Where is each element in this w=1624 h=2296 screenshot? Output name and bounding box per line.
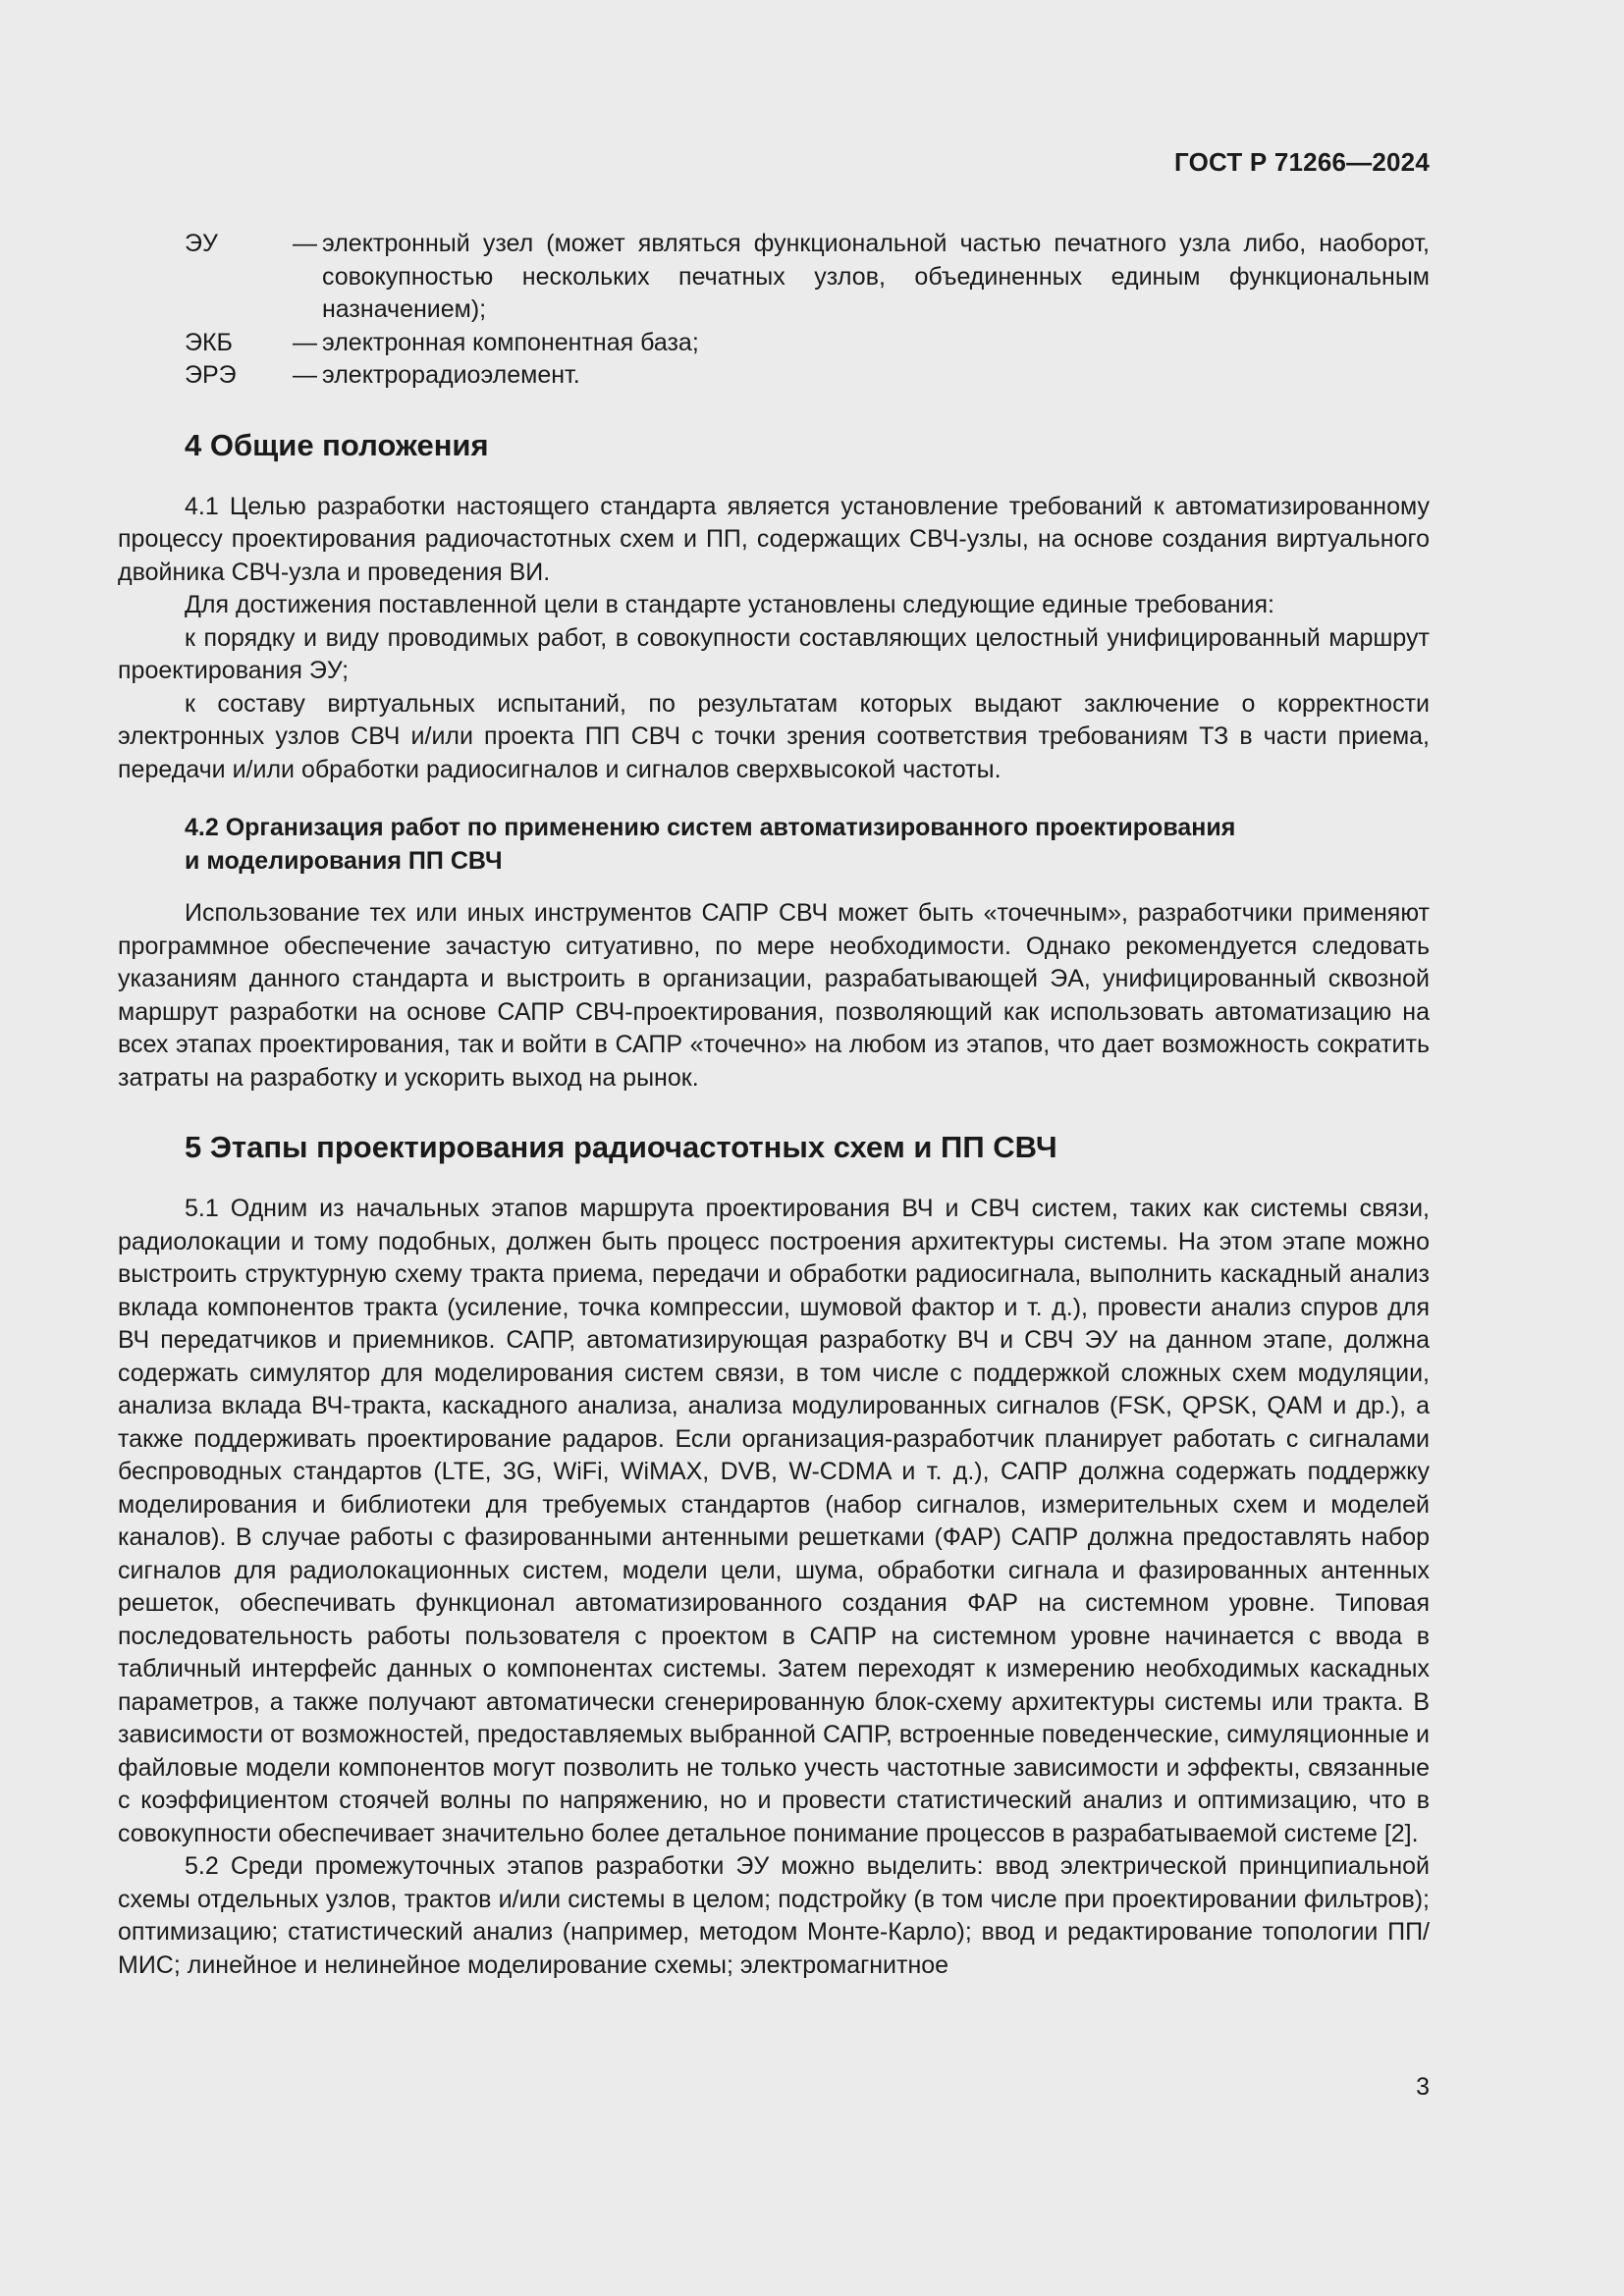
paragraph-5-1: 5.1 Одним из начальных этапов маршрута проектирования ВЧ и СВЧ систем, таких как системы связи, радиолокации и тому подобных, должен быть процесс построения архитектуры системы. На этом этапе можно выстроить структурную схему тракта приема, передачи и обработки радиосигнала, выполнить каскадный анализ вклада компонентов тракта (усиление, точка компрессии, шумовой фактор и т. д.), провести анализ спуров для ВЧ передатчиков и приемников. САПР, автоматизирующая разработку ВЧ и СВЧ ЭУ на данном этапе, должна содержать симулятор для моделирования систем связи, в том числе с поддержкой сложных схем модуляции, анализа вклада ВЧ-тракта, каскадного анализа, анализа модулированных сигналов (FSK, QPSK, QAM и др.), а также поддерживать проектирование радаров. Если организация-разработчик планирует работать с сигналами беспроводных стандартов (LTE, 3G, WiFi, WiMAX, DVB, W-CDMA и т. д.), САПР должна содержать поддержку моделирования и библиотеки для требуемых стандартов (набор сигналов, измерительных схем и моделей каналов). В случае работы с фазированными антенными решетками (ФАР) САПР должна предоставлять набор сигналов для радиолокационных систем, модели цели, шума, обработки сигнала и фазированных антенных решеток, обеспечивать функционал автоматизированного создания ФАР на системном уровне. Типовая последовательность работы пользователя с проектом в САПР на системном уровне начинается с ввода в табличный интерфейс данных о компонентах системы. Затем переходят к измерению необходимых каскадных параметров, а также получают автоматически сгенерированную блок-схему архитектуры системы или тракта. В зависимости от возможностей, предоставляемых выбранной САПР, встроенные поведенческие, симуляционные и файловые модели компонентов могут позволить не только учесть частотные зависимости и эффекты, связанные с коэффициентом стоячей волны по напряжению, но и провести статистический анализ и оптимизацию, что в совокупности обеспечивает значительно более детальное понимание процессов в разрабатываемой системе [2]. — [118, 1195, 1430, 1847]
abbreviation-dash: — — [293, 230, 317, 257]
abbreviation-dash: — — [293, 328, 317, 356]
abbreviation-entry — [118, 327, 1430, 360]
abbreviation-term: ЭУ — [185, 230, 218, 257]
subsection-4-2-title — [118, 812, 1430, 878]
paragraph-5-2: 5.2 Среди промежуточных этапов разработки ЭУ можно выделить: ввод электрической принципиальной схемы отдельных узлов, трактов и/или системы в целом; подстройку (в том числе при проектировании фильтров); оптимизацию; статистический анализ (например, методом Монте-Карло); ввод и редактирование топологии ПП/МИС; линейное и нелинейное моделирование схемы; электромагнитное — [118, 1852, 1430, 1979]
section-5-title: 5 Этапы проектирования радиочастотных схем и ПП СВЧ — [185, 1130, 1057, 1164]
paragraph-4-2: Использование тех или иных инструментов САПР СВЧ может быть «точечным», разработчики применяют программное обеспечение зачастую ситуативно, по мере необходимости. Однако рекомендуется следовать указаниям данного стандарта и выстроить в организации, разрабатывающей ЭА, унифицированный сквозной маршрут разработки на основе САПР СВЧ-проектирования, позволяющий как использовать автоматизацию на всех этапах проектирования, так и войти в САПР «точечно» на любом из этапов, что дает возможность сократить затраты на разработку и ускорить выход на рынок. — [118, 899, 1430, 1092]
page-number: 3 — [1416, 2073, 1430, 2101]
abbreviation-term: ЭКБ — [185, 328, 233, 356]
paragraph-4-1: 4.1 Целью разработки настоящего стандарта является установление требований к автоматизированному процессу проектирования радиочастотных схем и ПП, содержащих СВЧ-узлы, на основе создания виртуального двойника СВЧ-узла и проведения ВИ. — [118, 492, 1430, 586]
subsection-title-line: и моделирования ПП СВЧ — [185, 846, 503, 875]
abbreviation-definition: электрорадиоэлемент. — [322, 361, 580, 389]
abbreviation-dash: — — [293, 361, 317, 389]
abbreviation-entry — [118, 359, 1430, 393]
abbreviation-definition: электронная компонентная база; — [322, 328, 699, 356]
abbreviation-term: ЭРЭ — [185, 361, 237, 389]
document-code-header: ГОСТ Р 71266—2024 — [1174, 147, 1430, 177]
abbreviation-definition: электронный узел (может являться функциональной частью печатного узла либо, наоборот, совокупностью нескольких печатных узлов, объединенных единым функциональным назначением); — [322, 230, 1430, 323]
paragraph-requirements-intro: Для достижения поставленной цели в стандарте установлены следующие единые требования: — [185, 591, 1274, 618]
page-content — [118, 228, 1430, 1982]
abbreviation-entry — [118, 228, 1430, 327]
paragraph-requirement-tests: к составу виртуальных испытаний, по результатам которых выдают заключение о корректности электронных узлов СВЧ и/или проекта ПП СВЧ с точки зрения соответствия требованиям ТЗ в части приема, передачи и/или обработки радиосигналов и сигналов сверхвысокой частоты. — [118, 689, 1430, 783]
section-4-title: 4 Общие положения — [185, 427, 489, 462]
paragraph-requirement-route: к порядку и виду проводимых работ, в совокупности составляющих целостный унифицированный маршрут проектирования ЭУ; — [118, 623, 1430, 684]
subsection-title-line: 4.2 Организация работ по применению систем автоматизированного проектирования — [185, 814, 1236, 841]
